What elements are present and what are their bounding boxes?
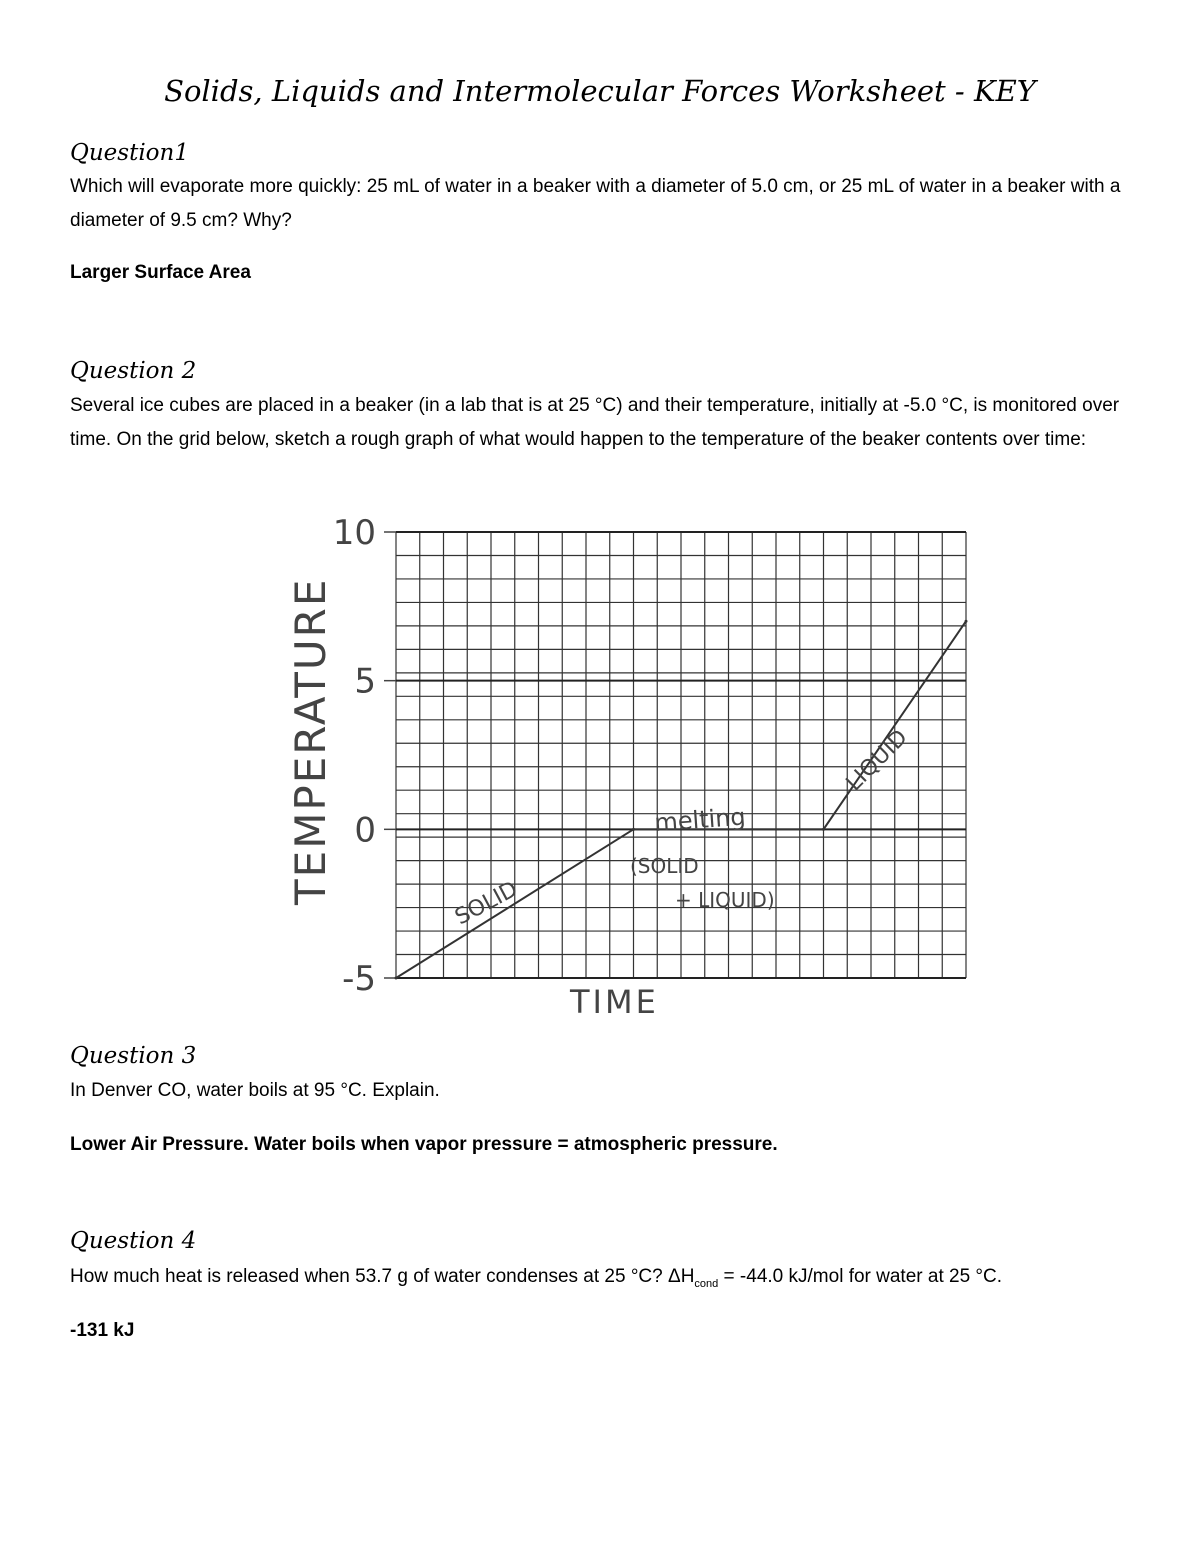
question-2-text: Several ice cubes are placed in a beaker (in a lab that is at 25 °C) and their temperature, initially at -5.0 °C, is monitored over time. On the grid below, sketch a rough graph of what would happen to the temperature of the beaker contents over time:	[70, 395, 1120, 450]
y-tick-label: 0	[354, 810, 376, 851]
question-4-text-main: How much heat is released when 53.7 g of water condenses at 25 °C? ΔH	[70, 1266, 695, 1287]
y-axis-ticks	[333, 513, 396, 999]
temperature-point	[632, 828, 635, 831]
question-4-answer: -131 kJ	[70, 1320, 135, 1341]
question-3-text: In Denver CO, water boils at 95 °C. Explain.	[70, 1080, 440, 1101]
question-2-heading: Question 2	[70, 358, 197, 384]
question-1-heading: Question1	[70, 140, 189, 166]
y-axis-label: TEMPERATURE	[286, 577, 335, 905]
y-tick-label: 10	[332, 513, 376, 553]
annotation-melting: melting	[653, 802, 747, 837]
annotation-liquid: LIQUID	[841, 725, 913, 797]
temperature-point	[822, 828, 825, 831]
temperature-point	[965, 620, 968, 623]
question-1-text: Which will evaporate more quickly: 25 mL of water in a beaker with a diameter of 5.0 cm, or 25 mL of water in a beaker with a diameter of 9.5 cm? Why?	[70, 176, 1121, 231]
question-1-answer: Larger Surface Area	[70, 262, 251, 283]
y-tick-label: 5	[354, 661, 376, 702]
annotation-solid: SOLID	[451, 876, 522, 931]
question-4-subscript: cond	[694, 1277, 719, 1290]
question-4-text-end: = -44.0 kJ/mol for water at 25 °C.	[718, 1266, 1003, 1287]
question-3-heading: Question 3	[70, 1043, 197, 1069]
y-tick-label: -5	[342, 959, 376, 999]
question-4-heading: Question 4	[70, 1228, 197, 1254]
question-4-text	[70, 1260, 1140, 1301]
annotation-solid-paren: (SOLID	[630, 854, 699, 878]
temperature-point	[395, 977, 398, 980]
x-axis-label: TIME	[570, 983, 659, 1021]
temperature-time-graph	[270, 505, 990, 1025]
question-3-answer: Lower Air Pressure. Water boils when vapor pressure = atmospheric pressure.	[70, 1134, 778, 1155]
annotation-plus-liquid: + LIQUID)	[675, 888, 775, 912]
page-title: Solids, Liquids and Intermolecular Forces Worksheet - KEY	[164, 74, 1036, 108]
